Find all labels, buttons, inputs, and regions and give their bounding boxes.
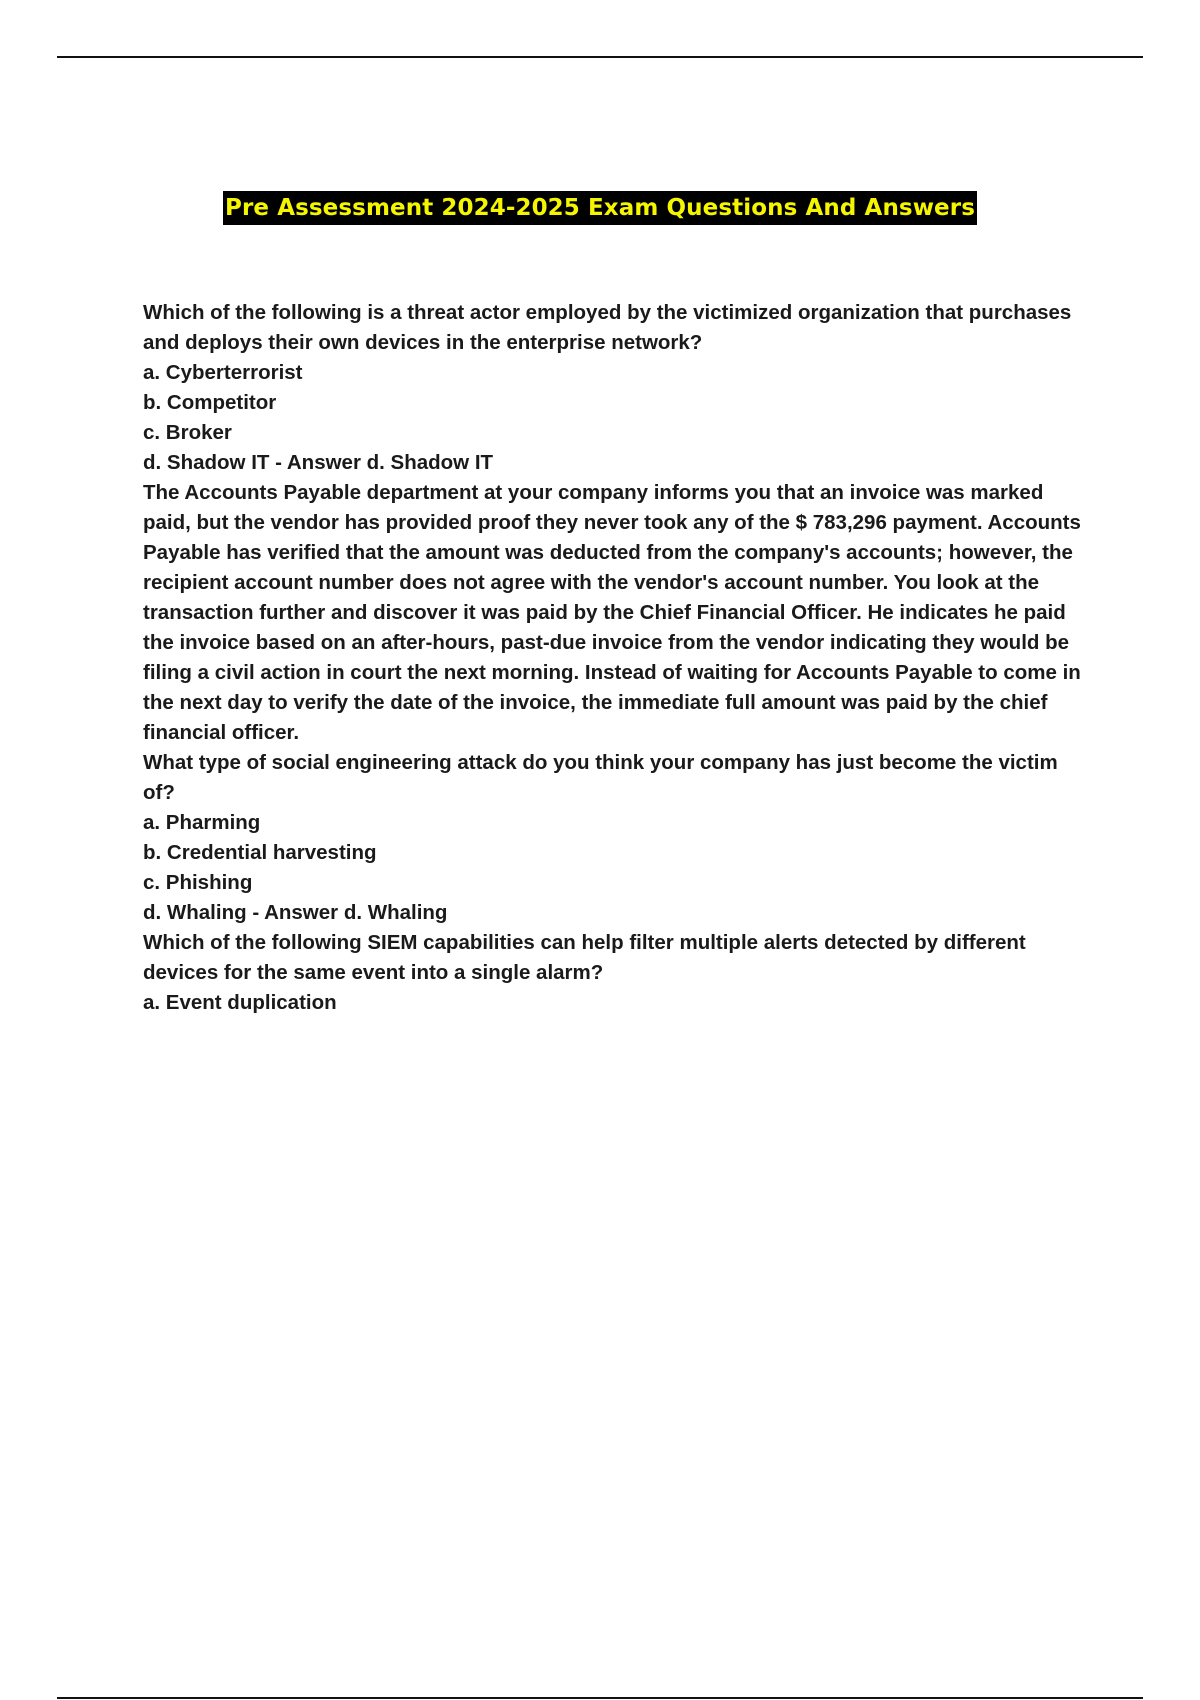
title-container [0,191,1200,225]
question-1-option-b: b. Competitor [143,391,277,414]
document-body [143,298,1093,1018]
question-1-prompt: Which of the following is a threat actor employed by the victimized organization that purchases and deploys their own devices in the enterprise network? [143,301,1072,354]
page-title: Pre Assessment 2024-2025 Exam Questions And Answers [223,191,977,225]
question-2-option-b: b. Credential harvesting [143,841,377,864]
question-2-option-d: d. Whaling - Answer d. Whaling [143,901,448,924]
question-1-option-c: c. Broker [143,421,232,444]
top-rule [57,56,1143,58]
question-3-prompt: Which of the following SIEM capabilities can help filter multiple alerts detected by different devices for the same event into a single alarm? [143,931,1026,984]
bottom-rule [57,1697,1143,1699]
question-2-prompt: What type of social engineering attack do you think your company has just become the victim of? [143,751,1058,804]
question-2-option-c: c. Phishing [143,871,253,894]
question-2-scenario: The Accounts Payable department at your company informs you that an invoice was marked paid, but the vendor has provided proof they never took any of the $ 783,296 payment. Accounts Payable has verified that the amount was deducted from the company's accounts; however, the recipient account number does not agree with the vendor's account number. You look at the transaction further and discover it was paid by the Chief Financial Officer. He indicates he paid the invoice based on an after-hours, past-due invoice from the vendor indicating they would be filing a civil action in court the next morning. Instead of waiting for Accounts Payable to come in the next day to verify the date of the invoice, the immediate full amount was paid by the chief financial officer. [143,481,1081,744]
question-1-option-a: a. Cyberterrorist [143,361,303,384]
question-2-option-a: a. Pharming [143,811,261,834]
question-1-option-d: d. Shadow IT - Answer d. Shadow IT [143,451,494,474]
question-3-option-a: a. Event duplication [143,991,337,1014]
